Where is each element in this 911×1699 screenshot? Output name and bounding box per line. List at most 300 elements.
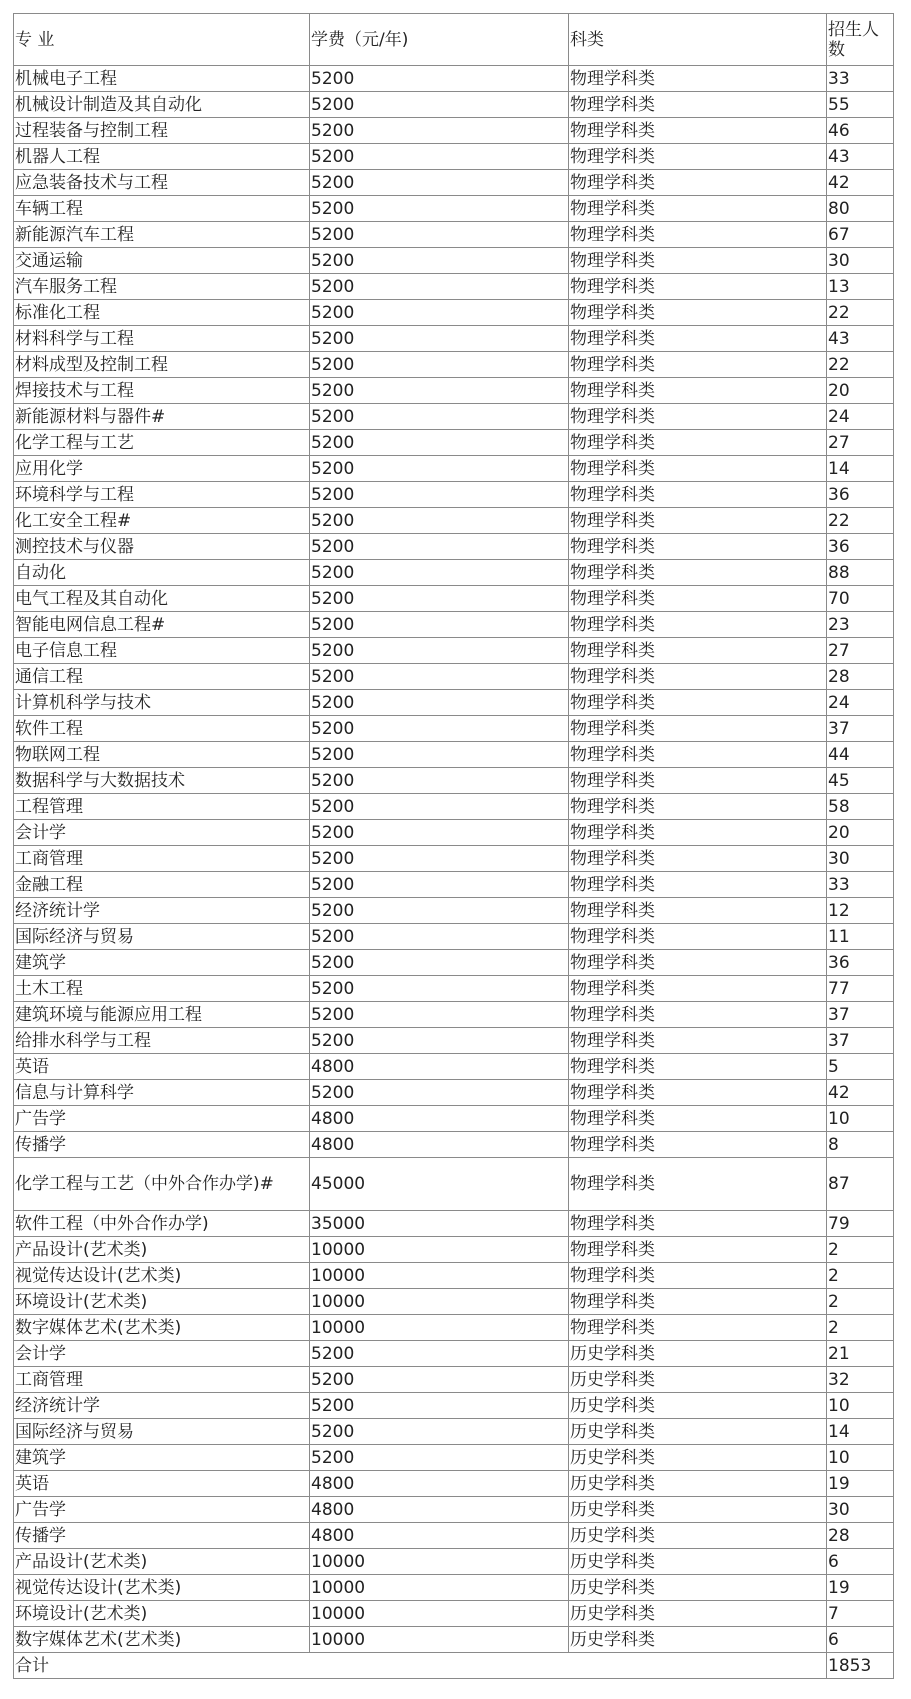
- cell-major: 应用化学: [14, 456, 310, 482]
- table-row: [14, 1080, 894, 1106]
- table-row: [14, 1002, 894, 1028]
- cell-quota: 45: [827, 768, 894, 794]
- cell-fee: 4800: [310, 1106, 569, 1132]
- cell-fee: 5200: [310, 508, 569, 534]
- table-row: [14, 1263, 894, 1289]
- cell-category: 物理学科类: [569, 1080, 827, 1106]
- cell-category: 历史学科类: [569, 1497, 827, 1523]
- cell-major: 新能源材料与器件#: [14, 404, 310, 430]
- cell-fee: 10000: [310, 1575, 569, 1601]
- cell-quota: 77: [827, 976, 894, 1002]
- cell-major: 视觉传达设计(艺术类): [14, 1263, 310, 1289]
- cell-major: 化学工程与工艺: [14, 430, 310, 456]
- cell-quota: 58: [827, 794, 894, 820]
- cell-quota: 20: [827, 378, 894, 404]
- cell-fee: 5200: [310, 1367, 569, 1393]
- table-row: [14, 248, 894, 274]
- table-row: [14, 638, 894, 664]
- header-row: [14, 14, 894, 66]
- table-row: [14, 1028, 894, 1054]
- cell-category: 物理学科类: [569, 768, 827, 794]
- cell-fee: 4800: [310, 1523, 569, 1549]
- cell-quota: 23: [827, 612, 894, 638]
- header-quota: 招生人数: [827, 14, 894, 66]
- cell-quota: 5: [827, 1054, 894, 1080]
- cell-fee: 5200: [310, 1028, 569, 1054]
- cell-major: 汽车服务工程: [14, 274, 310, 300]
- cell-quota: 2: [827, 1263, 894, 1289]
- table-row: [14, 1497, 894, 1523]
- cell-category: 物理学科类: [569, 274, 827, 300]
- cell-fee: 5200: [310, 404, 569, 430]
- cell-quota: 28: [827, 1523, 894, 1549]
- cell-category: 物理学科类: [569, 378, 827, 404]
- cell-fee: 10000: [310, 1263, 569, 1289]
- cell-quota: 7: [827, 1601, 894, 1627]
- cell-category: 物理学科类: [569, 950, 827, 976]
- cell-major: 软件工程: [14, 716, 310, 742]
- cell-major: 数字媒体艺术(艺术类): [14, 1627, 310, 1653]
- cell-fee: 5200: [310, 248, 569, 274]
- cell-quota: 67: [827, 222, 894, 248]
- table-row: [14, 430, 894, 456]
- cell-fee: 5200: [310, 274, 569, 300]
- cell-quota: 30: [827, 1497, 894, 1523]
- cell-category: 物理学科类: [569, 716, 827, 742]
- cell-quota: 10: [827, 1445, 894, 1471]
- cell-fee: 5200: [310, 456, 569, 482]
- table-row: [14, 1575, 894, 1601]
- cell-quota: 2: [827, 1289, 894, 1315]
- table-row: [14, 1549, 894, 1575]
- cell-major: 建筑环境与能源应用工程: [14, 1002, 310, 1028]
- cell-fee: 5200: [310, 924, 569, 950]
- table-row: [14, 1367, 894, 1393]
- cell-major: 材料成型及控制工程: [14, 352, 310, 378]
- table-row: [14, 1289, 894, 1315]
- cell-quota: 33: [827, 872, 894, 898]
- header-major: 专 业: [14, 14, 310, 66]
- table-row: [14, 1601, 894, 1627]
- cell-quota: 6: [827, 1549, 894, 1575]
- cell-quota: 36: [827, 950, 894, 976]
- cell-major: 车辆工程: [14, 196, 310, 222]
- cell-category: 物理学科类: [569, 482, 827, 508]
- cell-major: 环境科学与工程: [14, 482, 310, 508]
- cell-major: 产品设计(艺术类): [14, 1237, 310, 1263]
- cell-category: 物理学科类: [569, 976, 827, 1002]
- cell-quota: 37: [827, 716, 894, 742]
- cell-category: 物理学科类: [569, 534, 827, 560]
- header-category: 科类: [569, 14, 827, 66]
- table-row: [14, 534, 894, 560]
- table-row: [14, 1315, 894, 1341]
- cell-fee: 10000: [310, 1627, 569, 1653]
- cell-fee: 5200: [310, 92, 569, 118]
- table-row: [14, 768, 894, 794]
- cell-quota: 33: [827, 66, 894, 92]
- table-row: [14, 170, 894, 196]
- table-row: [14, 508, 894, 534]
- cell-fee: 10000: [310, 1289, 569, 1315]
- cell-quota: 79: [827, 1211, 894, 1237]
- cell-category: 物理学科类: [569, 872, 827, 898]
- cell-category: 物理学科类: [569, 118, 827, 144]
- cell-category: 物理学科类: [569, 326, 827, 352]
- table-row: [14, 1445, 894, 1471]
- cell-fee: 35000: [310, 1211, 569, 1237]
- cell-fee: 5200: [310, 976, 569, 1002]
- table-row: [14, 92, 894, 118]
- cell-fee: 4800: [310, 1471, 569, 1497]
- cell-fee: 5200: [310, 794, 569, 820]
- cell-quota: 37: [827, 1002, 894, 1028]
- table-row: [14, 1211, 894, 1237]
- cell-fee: 5200: [310, 170, 569, 196]
- table-row: [14, 1393, 894, 1419]
- table-row: [14, 716, 894, 742]
- cell-major: 交通运输: [14, 248, 310, 274]
- cell-quota: 27: [827, 430, 894, 456]
- cell-fee: 5200: [310, 430, 569, 456]
- table-row: [14, 1237, 894, 1263]
- cell-fee: 5200: [310, 1002, 569, 1028]
- cell-fee: 4800: [310, 1054, 569, 1080]
- cell-major: 机器人工程: [14, 144, 310, 170]
- cell-category: 历史学科类: [569, 1549, 827, 1575]
- cell-fee: 5200: [310, 872, 569, 898]
- cell-category: 历史学科类: [569, 1627, 827, 1653]
- cell-quota: 55: [827, 92, 894, 118]
- table-row: [14, 482, 894, 508]
- cell-major: 自动化: [14, 560, 310, 586]
- cell-quota: 14: [827, 456, 894, 482]
- cell-fee: 5200: [310, 586, 569, 612]
- cell-quota: 19: [827, 1471, 894, 1497]
- cell-quota: 43: [827, 326, 894, 352]
- cell-quota: 46: [827, 118, 894, 144]
- cell-major: 应急装备技术与工程: [14, 170, 310, 196]
- cell-quota: 13: [827, 274, 894, 300]
- cell-category: 历史学科类: [569, 1601, 827, 1627]
- cell-major: 视觉传达设计(艺术类): [14, 1575, 310, 1601]
- cell-quota: 42: [827, 170, 894, 196]
- cell-fee: 10000: [310, 1315, 569, 1341]
- cell-major: 数据科学与大数据技术: [14, 768, 310, 794]
- cell-fee: 5200: [310, 196, 569, 222]
- cell-category: 物理学科类: [569, 1002, 827, 1028]
- table-row: [14, 1523, 894, 1549]
- cell-major: 给排水科学与工程: [14, 1028, 310, 1054]
- cell-major: 电气工程及其自动化: [14, 586, 310, 612]
- cell-major: 材料科学与工程: [14, 326, 310, 352]
- cell-category: 物理学科类: [569, 196, 827, 222]
- cell-major: 传播学: [14, 1132, 310, 1158]
- cell-fee: 5200: [310, 638, 569, 664]
- cell-major: 工商管理: [14, 1367, 310, 1393]
- table-row: [14, 950, 894, 976]
- cell-fee: 5200: [310, 664, 569, 690]
- cell-category: 物理学科类: [569, 430, 827, 456]
- cell-quota: 24: [827, 690, 894, 716]
- cell-major: 软件工程（中外合作办学): [14, 1211, 310, 1237]
- cell-major: 广告学: [14, 1106, 310, 1132]
- table-row: [14, 742, 894, 768]
- cell-quota: 19: [827, 1575, 894, 1601]
- cell-fee: 5200: [310, 950, 569, 976]
- cell-fee: 10000: [310, 1549, 569, 1575]
- cell-quota: 20: [827, 820, 894, 846]
- cell-category: 物理学科类: [569, 170, 827, 196]
- cell-fee: 5200: [310, 118, 569, 144]
- table-body: [14, 14, 894, 1679]
- cell-fee: 5200: [310, 534, 569, 560]
- cell-fee: 5200: [310, 1080, 569, 1106]
- table-row: [14, 794, 894, 820]
- cell-category: 物理学科类: [569, 742, 827, 768]
- cell-quota: 44: [827, 742, 894, 768]
- table-row: [14, 976, 894, 1002]
- table-row: [14, 664, 894, 690]
- cell-fee: 5200: [310, 560, 569, 586]
- cell-major: 物联网工程: [14, 742, 310, 768]
- cell-category: 物理学科类: [569, 820, 827, 846]
- table-row: [14, 118, 894, 144]
- cell-quota: 30: [827, 846, 894, 872]
- cell-fee: 45000: [310, 1158, 569, 1211]
- cell-category: 物理学科类: [569, 1211, 827, 1237]
- cell-major: 环境设计(艺术类): [14, 1601, 310, 1627]
- table-row: [14, 326, 894, 352]
- cell-major: 国际经济与贸易: [14, 924, 310, 950]
- cell-category: 物理学科类: [569, 1028, 827, 1054]
- cell-major: 环境设计(艺术类): [14, 1289, 310, 1315]
- table-row: [14, 66, 894, 92]
- cell-fee: 5200: [310, 300, 569, 326]
- table-row: [14, 352, 894, 378]
- cell-major: 过程装备与控制工程: [14, 118, 310, 144]
- cell-quota: 12: [827, 898, 894, 924]
- cell-quota: 8: [827, 1132, 894, 1158]
- cell-quota: 22: [827, 508, 894, 534]
- cell-category: 历史学科类: [569, 1341, 827, 1367]
- table-row: [14, 872, 894, 898]
- cell-category: 物理学科类: [569, 846, 827, 872]
- cell-quota: 10: [827, 1393, 894, 1419]
- header-fee: 学费（元/年): [310, 14, 569, 66]
- table-row: [14, 586, 894, 612]
- cell-quota: 32: [827, 1367, 894, 1393]
- table-row: [14, 560, 894, 586]
- cell-fee: 5200: [310, 222, 569, 248]
- cell-major: 数字媒体艺术(艺术类): [14, 1315, 310, 1341]
- cell-quota: 2: [827, 1237, 894, 1263]
- cell-category: 物理学科类: [569, 1132, 827, 1158]
- cell-category: 物理学科类: [569, 690, 827, 716]
- cell-category: 物理学科类: [569, 612, 827, 638]
- table-row: [14, 924, 894, 950]
- table-row: [14, 1158, 894, 1211]
- cell-fee: 10000: [310, 1601, 569, 1627]
- table-row: [14, 1627, 894, 1653]
- cell-quota: 10: [827, 1106, 894, 1132]
- cell-category: 物理学科类: [569, 794, 827, 820]
- table-row: [14, 300, 894, 326]
- table-row: [14, 690, 894, 716]
- cell-fee: 10000: [310, 1237, 569, 1263]
- cell-quota: 28: [827, 664, 894, 690]
- cell-major: 建筑学: [14, 1445, 310, 1471]
- cell-quota: 87: [827, 1158, 894, 1211]
- cell-category: 物理学科类: [569, 144, 827, 170]
- cell-category: 物理学科类: [569, 1263, 827, 1289]
- cell-quota: 37: [827, 1028, 894, 1054]
- cell-category: 物理学科类: [569, 66, 827, 92]
- cell-major: 国际经济与贸易: [14, 1419, 310, 1445]
- cell-quota: 14: [827, 1419, 894, 1445]
- cell-major: 工程管理: [14, 794, 310, 820]
- cell-fee: 5200: [310, 1445, 569, 1471]
- cell-fee: 5200: [310, 66, 569, 92]
- cell-fee: 5200: [310, 768, 569, 794]
- cell-category: 物理学科类: [569, 898, 827, 924]
- cell-category: 物理学科类: [569, 924, 827, 950]
- cell-major: 智能电网信息工程#: [14, 612, 310, 638]
- cell-category: 物理学科类: [569, 248, 827, 274]
- table-row: [14, 820, 894, 846]
- cell-category: 物理学科类: [569, 1289, 827, 1315]
- table-row: [14, 1471, 894, 1497]
- cell-fee: 5200: [310, 352, 569, 378]
- cell-fee: 5200: [310, 378, 569, 404]
- cell-quota: 22: [827, 300, 894, 326]
- table-row: [14, 196, 894, 222]
- cell-category: 历史学科类: [569, 1471, 827, 1497]
- table-row: [14, 404, 894, 430]
- cell-quota: 6: [827, 1627, 894, 1653]
- cell-category: 物理学科类: [569, 1158, 827, 1211]
- cell-major: 金融工程: [14, 872, 310, 898]
- cell-category: 物理学科类: [569, 1315, 827, 1341]
- cell-category: 物理学科类: [569, 1237, 827, 1263]
- cell-quota: 21: [827, 1341, 894, 1367]
- cell-major: 信息与计算科学: [14, 1080, 310, 1106]
- table-row: [14, 1341, 894, 1367]
- table-row: [14, 898, 894, 924]
- cell-fee: 5200: [310, 1393, 569, 1419]
- cell-fee: 5200: [310, 1419, 569, 1445]
- cell-category: 物理学科类: [569, 560, 827, 586]
- cell-fee: 5200: [310, 612, 569, 638]
- cell-major: 会计学: [14, 820, 310, 846]
- cell-category: 物理学科类: [569, 300, 827, 326]
- total-value: 1853: [827, 1653, 894, 1679]
- cell-fee: 4800: [310, 1497, 569, 1523]
- cell-major: 经济统计学: [14, 1393, 310, 1419]
- cell-major: 机械电子工程: [14, 66, 310, 92]
- table-row: [14, 378, 894, 404]
- total-row: [14, 1653, 894, 1679]
- cell-category: 历史学科类: [569, 1445, 827, 1471]
- cell-fee: 5200: [310, 144, 569, 170]
- cell-quota: 36: [827, 534, 894, 560]
- cell-category: 物理学科类: [569, 92, 827, 118]
- cell-category: 物理学科类: [569, 222, 827, 248]
- table-row: [14, 1132, 894, 1158]
- cell-fee: 5200: [310, 326, 569, 352]
- table-row: [14, 846, 894, 872]
- cell-major: 土木工程: [14, 976, 310, 1002]
- cell-category: 物理学科类: [569, 404, 827, 430]
- cell-major: 标准化工程: [14, 300, 310, 326]
- cell-category: 历史学科类: [569, 1367, 827, 1393]
- cell-category: 物理学科类: [569, 664, 827, 690]
- total-label: 合计: [14, 1653, 827, 1679]
- cell-quota: 11: [827, 924, 894, 950]
- cell-quota: 43: [827, 144, 894, 170]
- cell-major: 英语: [14, 1471, 310, 1497]
- table-row: [14, 1054, 894, 1080]
- cell-category: 物理学科类: [569, 638, 827, 664]
- cell-fee: 5200: [310, 898, 569, 924]
- cell-fee: 5200: [310, 1341, 569, 1367]
- cell-major: 传播学: [14, 1523, 310, 1549]
- cell-major: 化学工程与工艺（中外合作办学)#: [14, 1158, 310, 1211]
- cell-quota: 42: [827, 1080, 894, 1106]
- cell-major: 通信工程: [14, 664, 310, 690]
- cell-category: 物理学科类: [569, 508, 827, 534]
- table-row: [14, 1106, 894, 1132]
- cell-quota: 70: [827, 586, 894, 612]
- cell-major: 化工安全工程#: [14, 508, 310, 534]
- cell-major: 测控技术与仪器: [14, 534, 310, 560]
- cell-category: 历史学科类: [569, 1575, 827, 1601]
- cell-fee: 4800: [310, 1132, 569, 1158]
- cell-quota: 88: [827, 560, 894, 586]
- cell-category: 历史学科类: [569, 1393, 827, 1419]
- table-row: [14, 222, 894, 248]
- cell-major: 英语: [14, 1054, 310, 1080]
- table-row: [14, 274, 894, 300]
- cell-category: 物理学科类: [569, 1054, 827, 1080]
- table-row: [14, 1419, 894, 1445]
- cell-quota: 22: [827, 352, 894, 378]
- cell-category: 物理学科类: [569, 586, 827, 612]
- cell-major: 电子信息工程: [14, 638, 310, 664]
- cell-major: 广告学: [14, 1497, 310, 1523]
- cell-quota: 80: [827, 196, 894, 222]
- cell-major: 会计学: [14, 1341, 310, 1367]
- cell-fee: 5200: [310, 820, 569, 846]
- cell-quota: 30: [827, 248, 894, 274]
- cell-category: 物理学科类: [569, 1106, 827, 1132]
- cell-fee: 5200: [310, 742, 569, 768]
- cell-major: 产品设计(艺术类): [14, 1549, 310, 1575]
- cell-major: 计算机科学与技术: [14, 690, 310, 716]
- enrollment-table: [13, 13, 894, 1679]
- cell-quota: 36: [827, 482, 894, 508]
- cell-category: 物理学科类: [569, 456, 827, 482]
- cell-fee: 5200: [310, 846, 569, 872]
- cell-major: 焊接技术与工程: [14, 378, 310, 404]
- cell-fee: 5200: [310, 482, 569, 508]
- cell-fee: 5200: [310, 716, 569, 742]
- cell-category: 历史学科类: [569, 1419, 827, 1445]
- cell-fee: 5200: [310, 690, 569, 716]
- cell-category: 历史学科类: [569, 1523, 827, 1549]
- cell-quota: 2: [827, 1315, 894, 1341]
- cell-major: 机械设计制造及其自动化: [14, 92, 310, 118]
